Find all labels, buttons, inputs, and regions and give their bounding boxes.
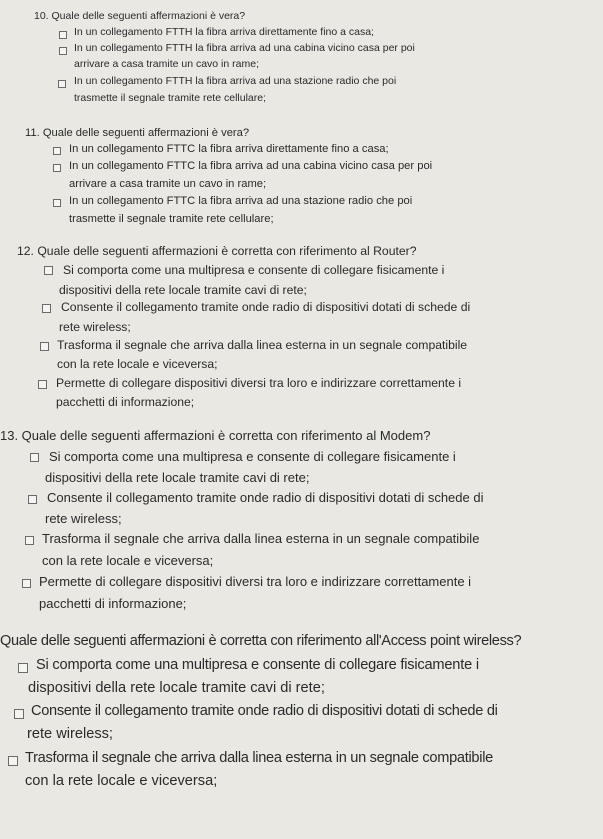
question-title: 12. Quale delle seguenti affermazioni è corretta con riferimento al Router? — [17, 244, 417, 258]
checkbox[interactable] — [59, 31, 67, 39]
checkbox[interactable] — [44, 266, 53, 275]
question-title: 10. Quale delle seguenti affermazioni è vera? — [34, 10, 246, 22]
checkbox[interactable] — [14, 709, 24, 719]
quiz-page: 10. Quale delle seguenti affermazioni è vera? In un collegamento FTTH la fibra arriva direttamente fino a casa; In un collegamento FTTH la fibra arriva ad una cabina vicino casa per poi arrivare a casa tramite un cavo in rame; In un collegamento FTTH la fibra arriva ad una stazione radio che poi trasmette il segnale tramite rete cellulare; 11. Quale delle seguenti affermazioni è vera? In un collegamento FTTC la fibra arriva direttamente fino a casa; In un collegamento FTTC la fibra arriva ad una cabina vicino casa per poi arrivare a casa tramite un cavo in rame; In un collegamento FTTC la fibra arriva ad una stazione radio che poi trasmette il segnale tramite rete cellulare; 12. Quale delle seguenti affermazioni è corretta con riferimento al Router? Si comporta come una multipresa e consente di collegare fisicamente i dispositivi della rete locale tramite cavi di rete; Consente il collegamento tramite onde radio di dispositivi dotati di schede di rete wireless; Trasforma il segnale che arriva dalla linea esterna in un segnale compatibile con la rete locale e viceversa; Permette di collegare dispositivi diversi tra loro e indirizzare correttamente i pacchetti di informazione; 13. Quale delle seguenti affermazioni è corretta con riferimento al Modem? Si comporta come una multipresa e consente di collegare fisicamente i dispositivi della rete locale tramite cavi di rete; Consente il collegamento tramite onde radio di dispositivi dotati di schede di rete wireless; Trasforma il segnale che arriva dalla linea esterna in un segnale compatibile con la rete locale e viceversa; Permette di collegare dispositivi diversi tra loro e indirizzare correttamente i pacchetti di informazione; Quale delle seguenti affermazioni è corretta con riferimento all'Access point wireless? Si comporta come una multipresa e consente di collegare fisicamente i dispositivi della rete locale tramite cavi di rete; Consente il collegamento tramite onde radio di dispositivi dotati di schede di rete wireless; Trasforma il segnale che arriva dalla linea esterna in un segnale compatibile con la rete locale e viceversa; — [0, 10, 522, 789]
checkbox[interactable] — [59, 47, 67, 55]
checkbox[interactable] — [58, 80, 66, 88]
question-title: 13. Quale delle seguenti affermazioni è corretta con riferimento al Modem? — [0, 428, 431, 443]
checkbox[interactable] — [28, 495, 37, 504]
checkbox[interactable] — [42, 304, 51, 313]
checkbox[interactable] — [8, 756, 18, 766]
question-title: Quale delle seguenti affermazioni è corretta con riferimento all'Access point wireless? — [0, 633, 522, 649]
checkbox[interactable] — [30, 453, 39, 462]
question-title: 11. Quale delle seguenti affermazioni è vera? — [25, 127, 250, 139]
checkbox[interactable] — [53, 164, 61, 172]
checkbox[interactable] — [18, 663, 28, 673]
checkbox[interactable] — [53, 199, 61, 207]
checkbox[interactable] — [22, 579, 31, 588]
checkbox[interactable] — [40, 342, 49, 351]
checkbox[interactable] — [25, 536, 34, 545]
checkbox[interactable] — [53, 147, 61, 155]
checkbox[interactable] — [38, 380, 47, 389]
